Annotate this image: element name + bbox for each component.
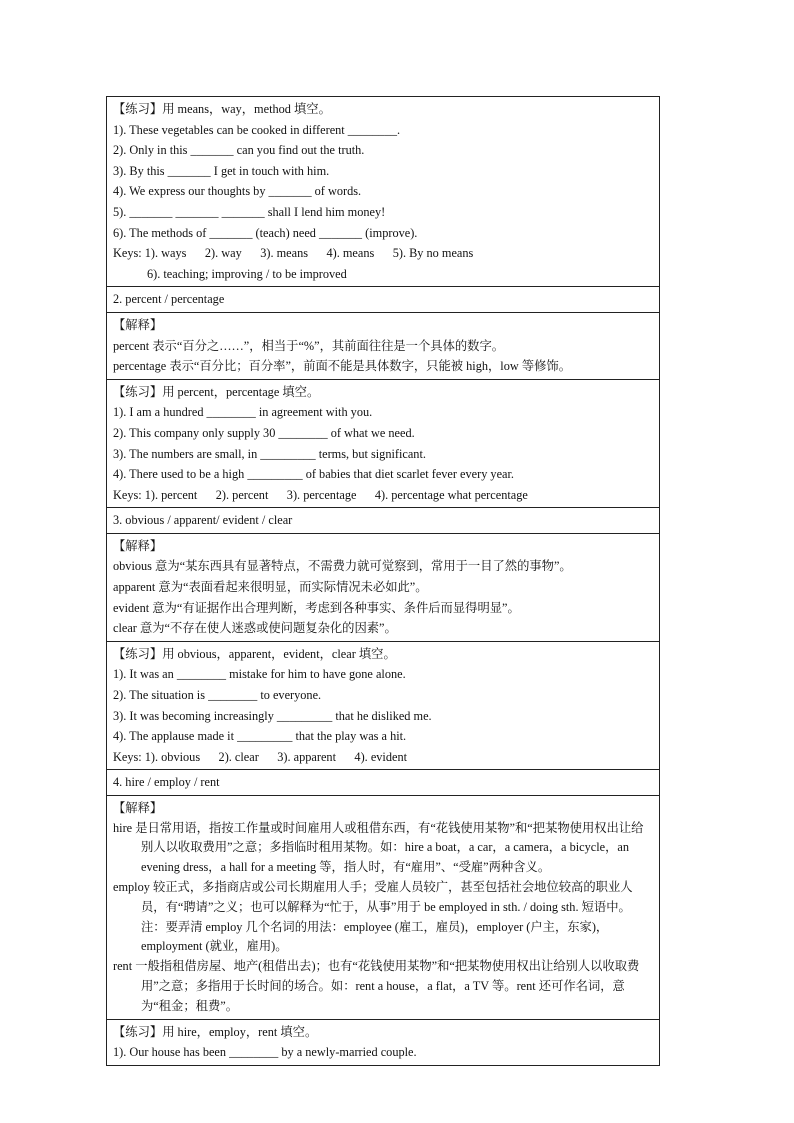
explain-paragraph: rent 一般指租借房屋、地产(租借出去)；也有“花钱使用某物”和“把某物使用权出让给别人以收取费用”之意；多指用于长时间的场合。如：rent a house，a flat，a TV 等。rent 还可作名词，意为“租金；租费”。 [113,959,640,1013]
explain-line: evident 意为“有证据作出合理判断，考虑到各种事实、条件后而显得明显”。 [113,600,520,615]
question-line: 1). I am a hundred ________ in agreement with you. [113,405,373,420]
table-row [107,770,660,796]
practice-title: 【练习】用 means，way，method 填空。 [113,102,331,116]
question-line: 3). By this _______ I get in touch with him. [113,163,330,178]
heading-text: 3. obvious / apparent/ evident / clear [113,513,293,528]
practice-title: 【练习】用 hire，employ，rent 填空。 [113,1024,318,1039]
question-line: 1). It was an ________ mistake for him to have gone alone. [113,667,406,682]
explain-line: apparent 意为“表面看起来很明显，而实际情况未必如此”。 [113,580,428,595]
heading-text: 4. hire / employ / rent [113,775,220,790]
practice-title: 【练习】用 obvious，apparent，evident，clear 填空。 [113,646,396,661]
explain-paragraph: hire 是日常用语，指按工作量或时间雇用人或租借东西，有“花钱使用某物”和“把某物使用权出让给别人以收取费用”之意；多指临时租用某物。如：hire a boat，a car，a camera，a bicycle，an evening dress，a hall for a meeting 等，指人时，有“雇用”、“受雇”两种含义。 [113,820,644,875]
table-row [107,97,660,287]
keys-line: Keys: 1). obvious 2). clear 3). apparent 4). evident [113,749,408,764]
table-row [107,379,660,508]
table-row [107,796,660,1020]
explain-line: percent 表示“百分之……”，相当于“%”，其前面往往是一个具体的数字。 [113,338,505,353]
question-line: 4). There used to be a high _________ of babies that diet scarlet fever every year. [113,467,514,482]
explain-title: 【解释】 [113,538,163,553]
question-line: 1). These vegetables can be cooked in different ________. [113,122,401,137]
question-line: 2). The situation is ________ to everyone. [113,688,322,703]
obvious-explain-cell [107,533,660,641]
section-heading [107,287,660,313]
question-line: 1). Our house has been ________ by a newly-married couple. [113,1045,417,1060]
table-row [107,533,660,641]
practice-title: 【练习】用 percent，percentage 填空。 [113,384,320,399]
explain-line: clear 意为“不存在使人迷惑或使问题复杂化的因素”。 [113,621,397,636]
question-line: 5). _______ _______ _______ shall I lend him money! [113,204,386,219]
explain-line: obvious 意为“某东西具有显著特点，不需费力就可觉察到，常用于一目了然的事物”。 [113,559,572,574]
percent-practice-cell [107,379,660,508]
section-heading [107,508,660,534]
explain-title: 【解释】 [113,317,163,332]
section-heading [107,770,660,796]
table-row [107,508,660,534]
document-sheet [106,96,660,1066]
percent-explain-cell [107,312,660,379]
question-line: 3). It was becoming increasingly _________ that he disliked me. [113,708,432,723]
table-row [107,312,660,379]
keys-line: Keys: 1). percent 2). percent 3). percentage 4). percentage what percentage [113,487,528,502]
explain-paragraph: employ 较正式，多指商店或公司长期雇用人手；受雇人员较广，甚至包括社会地位较高的职业人员，有“聘请”之义；也可以解释为“忙于，从事”用于 be employed in sth. / doing sth. 短语中。 注：要弄清 employ 几个名词的用法：employee (雇工，雇员)，employer (户主，东家)，employment (就业，雇用)。 [113,879,633,954]
hire-practice-cell [107,1019,660,1065]
keys-line: Keys: 1). ways 2). way 3). means 4). means 5). By no means [113,246,474,261]
hire-explain-cell [107,796,660,1020]
table-row [107,641,660,770]
table-row [107,287,660,313]
question-line: 3). The numbers are small, in _________ terms, but significant. [113,446,426,461]
vocabulary-table [106,96,660,1066]
question-line: 2). This company only supply 30 ________ of what we need. [113,425,415,440]
explain-title: 【解释】 [113,801,163,815]
keys-line: 6). teaching; improving / to be improved [147,266,347,281]
heading-text: 2. percent / percentage [113,292,225,307]
means-practice-cell [107,97,660,287]
obvious-practice-cell [107,641,660,770]
question-line: 4). The applause made it _________ that the play was a hit. [113,729,407,744]
question-line: 6). The methods of _______ (teach) need _______ (improve). [113,225,418,240]
question-line: 4). We express our thoughts by _______ of words. [113,184,362,199]
explain-line: percentage 表示“百分比；百分率”，前面不能是具体数字，只能被 high，low 等修饰。 [113,359,572,374]
table-row [107,1019,660,1065]
question-line: 2). Only in this _______ can you find out the truth. [113,143,365,158]
